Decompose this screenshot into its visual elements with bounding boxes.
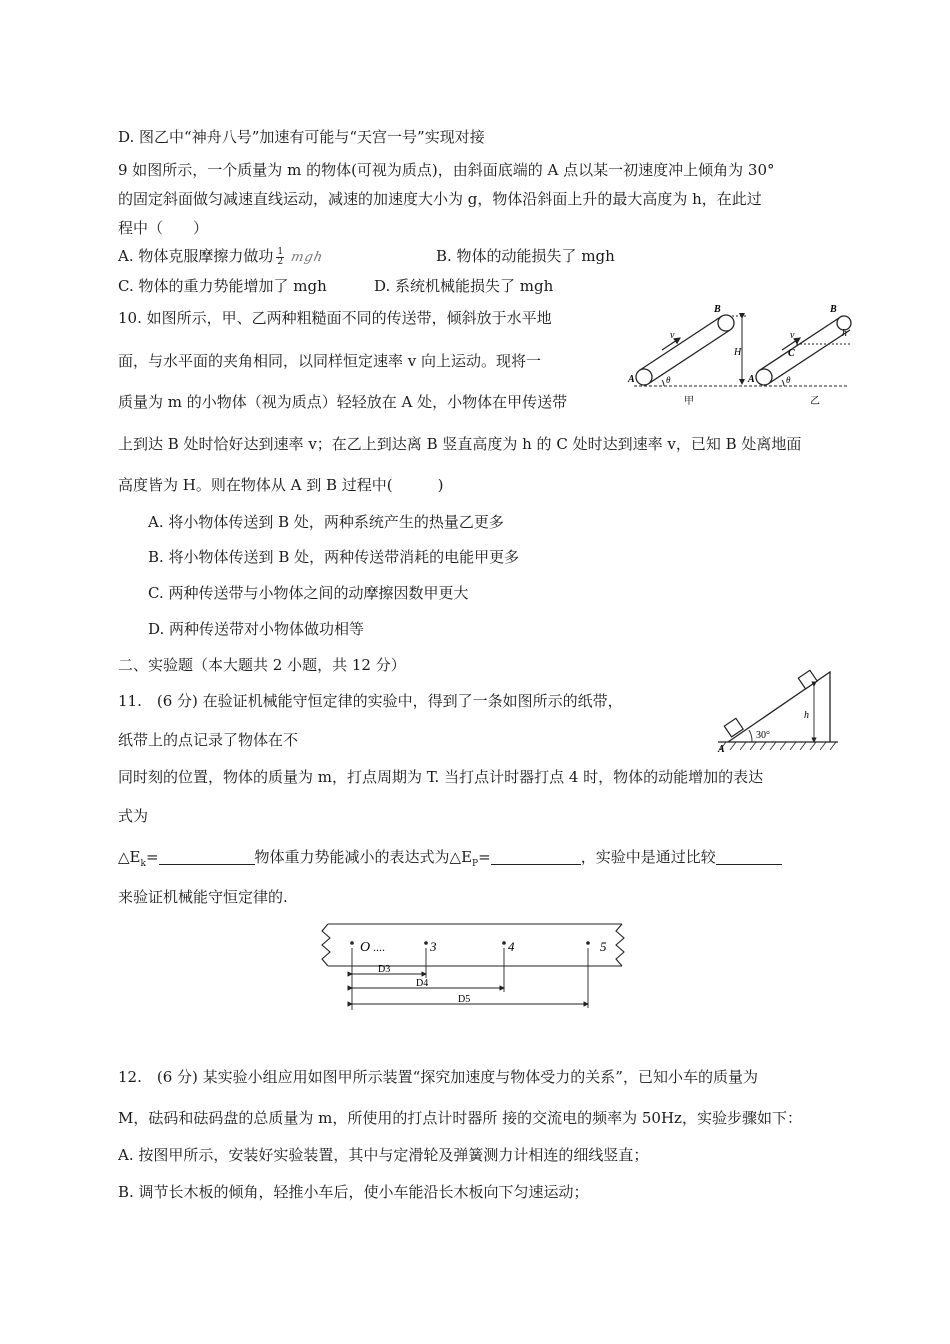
incline-label-a: A (718, 744, 725, 755)
tape-label-3: 3 (430, 939, 437, 954)
q11-stem-line6: 来验证机械能守恒定律的. (118, 888, 288, 906)
q11-incline-figure (704, 664, 844, 758)
belt-jia-caption: 甲 (684, 396, 694, 407)
q9-option-a (118, 246, 323, 268)
q10-stem-line5: 高度皆为 H。则在物体从 A 到 B 过程中( ) (118, 476, 444, 494)
tape-dots: .... (373, 940, 385, 954)
q11-formula-line: $\triangle E_k=$ 物体重力势能减小的表达式为$\triangle E_P=$ ，实验中是通过比较 (118, 847, 782, 874)
tape-label-o: O (360, 940, 371, 955)
belt-yi-label-a: A (748, 374, 755, 385)
q9-fraction: $\frac{1}{2}$ (277, 246, 284, 267)
q11-stem-line1: 11. (6 分) 在验证机械能守恒定律的实验中，得到了一条如图所示的纸带， (118, 692, 623, 710)
q11-stem-line4: 式为 (118, 807, 149, 825)
q11-blank-ek[interactable] (159, 848, 255, 865)
incline-label-h: h (804, 710, 809, 721)
q11-stem-line3: 同时刻的位置，物体的质量为 m，打点周期为 T. 当打点计时器打点 4 时，物体的动能增加的表达 (118, 768, 764, 786)
tape-label-5: 5 (600, 939, 607, 954)
q11-ep-text: 物体重力势能减小的表达式为△E (254, 848, 473, 866)
q10-stem-line1: 10. 如图所示，甲、乙两种粗糙面不同的传送带，倾斜放于水平地 (118, 309, 552, 327)
q12-step-a: A. 按图甲所示，安装好实验装置，其中与定滑轮及弹簧测力计相连的细线竖直； (118, 1146, 649, 1164)
q10-stem-line3: 质量为 m 的小物体（视为质点）轻轻放在 A 处，小物体在甲传送带 (118, 393, 568, 411)
belt-jia-label-a: A (628, 374, 635, 385)
q10-stem-line2: 面，与水平面的夹角相同，以同样恒定速率 v 向上运动。现将一 (118, 352, 542, 370)
q11-blank-ep[interactable] (491, 848, 581, 865)
belt-jia-label-b: B (714, 304, 721, 315)
q9-option-a-text: A. 物体克服摩擦力做功 (118, 247, 274, 265)
q11-compare-text: ，实验中是通过比较 (580, 848, 716, 866)
q10-option-c: C. 两种传送带与小物体之间的动摩擦因数甲更大 (148, 584, 469, 602)
belt-jia (636, 315, 734, 386)
belt-jia-label-theta: θ (666, 375, 671, 385)
tape-label-d5: D5 (458, 994, 471, 1005)
belt-jia-label-v: v (670, 330, 675, 341)
q9-stem-line2: 的固定斜面做匀减速直线运动，减速的加速度大小为 g，物体沿斜面上升的最大高度为 h，在此过 (118, 190, 762, 208)
belt-yi-caption: 乙 (810, 396, 820, 407)
q11-ek-label: △E (118, 848, 141, 866)
q10-option-d: D. 两种传送带对小物体做功相等 (148, 620, 365, 638)
q9-option-d: D. 系统机械能损失了 mgh (374, 277, 554, 295)
q9-option-a-mgh: mgh (289, 250, 325, 265)
belt-yi-label-v: v (790, 330, 795, 341)
q12-stem-line1: 12. (6 分) 某实验小组应用如图甲所示装置“探究加速度与物体受力的关系”，已知小车的质量为 (118, 1068, 758, 1086)
tape-label-d4: D4 (416, 978, 429, 989)
q9-stem-line1: 9 如图所示，一个质量为 m 的物体(可视为质点)，由斜面底端的 A 点以某一初速度冲上倾角为 30° (118, 161, 775, 179)
tape-label-d3: D3 (378, 964, 391, 975)
incline-label-angle: 30° (756, 730, 770, 741)
q9-stem-line3: 程中（ ） (118, 219, 209, 237)
q12-stem-line2: M，砝码和砝码盘的总质量为 m，所使用的打点计时器所 接的交流电的频率为 50Hz，实验步骤如下： (118, 1109, 802, 1127)
belt-yi (756, 316, 851, 386)
belt-yi-label-b: B (830, 304, 837, 315)
q8-option-d: D. 图乙中“神舟八号”加速有可能与“天宫一号”实现对接 (118, 128, 485, 146)
q11-blank-compare[interactable] (716, 848, 782, 865)
belt-yi-label-theta: θ (786, 375, 791, 385)
q11-stem-line2: 纸带上的点记录了物体在不 (118, 731, 299, 749)
q9-option-c: C. 物体的重力势能增加了 mgh (118, 277, 327, 295)
q10-option-a: A. 将小物体传送到 B 处，两种系统产生的热量乙更多 (148, 513, 504, 531)
q11-paper-tape-figure (318, 918, 630, 1014)
belt-jia-label-h-big: H (734, 347, 742, 358)
tape-label-4: 4 (508, 939, 515, 954)
q12-step-b: B. 调节长木板的倾角，轻推小车后，使小车能沿长木板向下匀速运动； (118, 1183, 589, 1201)
belt-yi-label-h-small: h (842, 328, 847, 339)
q10-conveyor-figure (626, 300, 852, 410)
belt-yi-label-c: C (788, 348, 795, 359)
q10-stem-line4: 上到达 B 处时恰好达到速率 v；在乙上到达离 B 竖直高度为 h 的 C 处时达到速率 v，已知 B 处离地面 (118, 435, 802, 453)
section-2-title: 二、实验题（本大题共 2 小题，共 12 分） (118, 656, 406, 674)
q9-option-b: B. 物体的动能损失了 mgh (436, 247, 615, 265)
q10-option-b: B. 将小物体传送到 B 处，两种传送带消耗的电能甲更多 (148, 548, 520, 566)
